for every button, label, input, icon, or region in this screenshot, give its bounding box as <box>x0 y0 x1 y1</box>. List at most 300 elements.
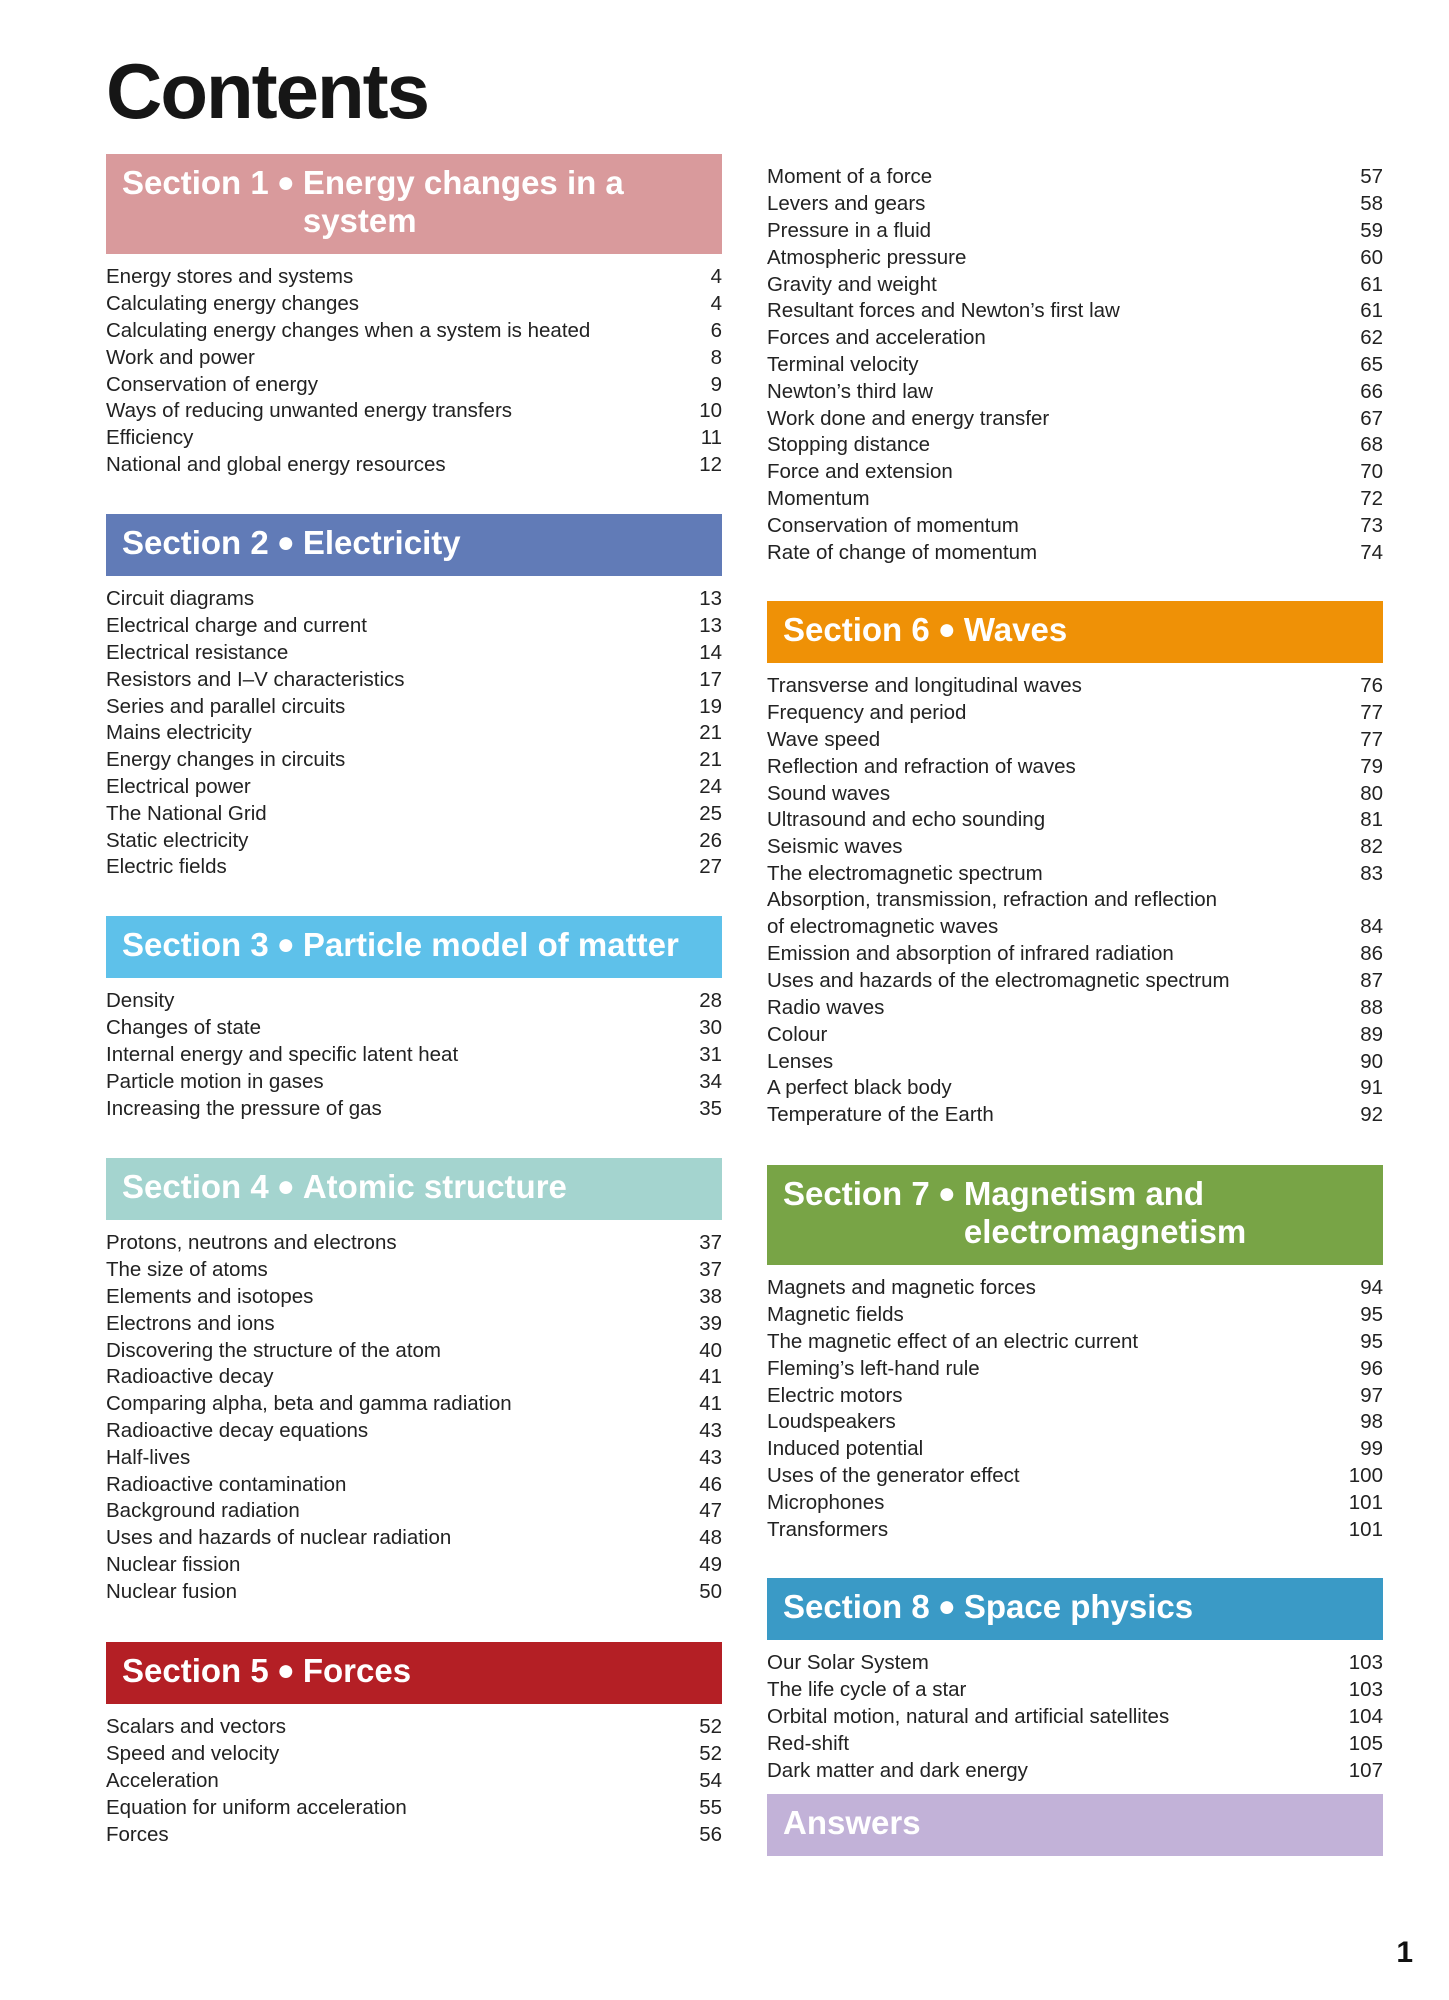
toc-entry[interactable] <box>106 693 722 720</box>
entry-page: 101 <box>1348 1490 1383 1514</box>
section-label: Section 3 <box>122 926 269 963</box>
toc-entry[interactable] <box>767 753 1383 780</box>
entry-page: 72 <box>1360 486 1383 510</box>
entry-page: 4 <box>710 292 722 316</box>
entry-page: 94 <box>1360 1276 1383 1300</box>
entry-page: 54 <box>699 1768 722 1792</box>
toc-entry[interactable] <box>767 941 1383 968</box>
section-label: Section 5 <box>122 1652 269 1689</box>
entry-title: Uses and hazards of nuclear radiation <box>106 1526 452 1550</box>
bullet-icon: ● <box>276 526 295 559</box>
entry-title: Calculating energy changes when a system is heated <box>106 318 591 342</box>
toc-entry[interactable] <box>767 1302 1383 1329</box>
entry-page: 68 <box>1360 433 1383 457</box>
section-name: Electricity <box>302 524 461 561</box>
entry-title: Electrical resistance <box>106 640 289 664</box>
entry-title: Radioactive contamination <box>106 1472 347 1496</box>
entry-page: 76 <box>1360 674 1383 698</box>
toc-entry[interactable] <box>106 1471 722 1498</box>
toc-entry[interactable] <box>767 968 1383 995</box>
bullet-icon: ● <box>937 1590 956 1623</box>
toc-entry[interactable] <box>767 271 1383 298</box>
entry-title: Forces <box>106 1822 169 1846</box>
toc-entry[interactable] <box>106 747 722 774</box>
toc-entry[interactable] <box>106 1364 722 1391</box>
answers-label: Answers <box>783 1804 921 1841</box>
entry-title: Conservation of energy <box>106 372 318 396</box>
entry-title: Electrical power <box>106 774 251 798</box>
toc-entry[interactable] <box>106 1257 722 1284</box>
section-name: Waves <box>963 611 1068 648</box>
entry-page: 48 <box>699 1526 722 1550</box>
section-5-entries-continued <box>767 164 1383 566</box>
toc-entry[interactable] <box>106 827 722 854</box>
toc-entry[interactable] <box>106 800 722 827</box>
section-name: Atomic structure <box>302 1168 567 1205</box>
toc-entry[interactable] <box>767 673 1383 700</box>
entry-page: 61 <box>1360 272 1383 296</box>
entry-title: Speed and velocity <box>106 1742 280 1766</box>
entry-title: Radioactive decay equations <box>106 1418 369 1442</box>
toc-entry[interactable] <box>106 720 722 747</box>
entry-page: 99 <box>1360 1437 1383 1461</box>
entry-page: 92 <box>1360 1103 1383 1127</box>
entry-page: 39 <box>699 1311 722 1335</box>
section-8-entries <box>767 1650 1383 1784</box>
toc-entry[interactable] <box>767 378 1383 405</box>
entry-page: 50 <box>699 1579 722 1603</box>
section-name: Forces <box>302 1652 412 1689</box>
entry-title: Nuclear fusion <box>106 1579 238 1603</box>
section-7-header[interactable] <box>767 1165 1383 1265</box>
toc-entry[interactable] <box>106 1741 722 1768</box>
entry-page: 82 <box>1360 835 1383 859</box>
section-1-header[interactable] <box>106 154 722 254</box>
entry-title: Static electricity <box>106 828 249 852</box>
entry-title: Acceleration <box>106 1768 219 1792</box>
entry-page: 10 <box>699 399 722 423</box>
entry-page: 65 <box>1360 352 1383 376</box>
toc-entry[interactable] <box>106 1578 722 1605</box>
entry-page: 77 <box>1360 701 1383 725</box>
toc-entry[interactable] <box>767 1382 1383 1409</box>
entry-page: 95 <box>1360 1329 1383 1353</box>
toc-entry[interactable] <box>767 512 1383 539</box>
toc-entry[interactable] <box>106 1230 722 1257</box>
toc-entry[interactable] <box>767 834 1383 861</box>
entry-page: 98 <box>1360 1410 1383 1434</box>
section-4-entries <box>106 1230 722 1605</box>
toc-entry[interactable] <box>106 854 722 881</box>
section-2-header[interactable] <box>106 514 722 576</box>
entry-page: 28 <box>699 989 722 1013</box>
section-5-header[interactable] <box>106 1642 722 1704</box>
toc-entry[interactable] <box>106 1821 722 1848</box>
section-5-entries <box>106 1714 722 1848</box>
toc-entry[interactable] <box>767 218 1383 245</box>
entry-title: Calculating energy changes <box>106 292 359 316</box>
toc-entry[interactable] <box>106 1714 722 1741</box>
entry-page: 31 <box>699 1042 722 1066</box>
entry-title: Microphones <box>767 1490 885 1514</box>
entry-title: Nuclear fission <box>106 1552 241 1576</box>
toc-entry[interactable] <box>767 352 1383 379</box>
entry-title: Red-shift <box>767 1731 850 1755</box>
entry-page: 60 <box>1360 245 1383 269</box>
section-8-header[interactable] <box>767 1578 1383 1640</box>
entry-title: Absorption, transmission, refraction and reflection of electromagnetic waves <box>767 888 1218 939</box>
entry-title: Changes of state <box>106 1016 261 1040</box>
entry-page: 49 <box>699 1552 722 1576</box>
toc-entry[interactable] <box>106 1068 722 1095</box>
entry-page: 26 <box>699 828 722 852</box>
section-name: Energy changes in a system <box>302 164 624 239</box>
entry-page: 59 <box>1360 218 1383 242</box>
toc-entry[interactable] <box>106 1525 722 1552</box>
entry-page: 103 <box>1348 1678 1383 1702</box>
entry-page: 19 <box>699 694 722 718</box>
entry-title: Mains electricity <box>106 721 252 745</box>
entry-title: Energy changes in circuits <box>106 748 346 772</box>
entry-page: 34 <box>699 1069 722 1093</box>
toc-entry[interactable] <box>106 1444 722 1471</box>
entry-title: Atmospheric pressure <box>767 245 967 269</box>
entry-page: 47 <box>699 1499 722 1523</box>
section-2-entries <box>106 586 722 881</box>
toc-entry[interactable] <box>767 1704 1383 1731</box>
toc-entry[interactable] <box>106 586 722 613</box>
section-label: Section 6 <box>783 611 930 648</box>
toc-entry[interactable] <box>767 1075 1383 1102</box>
entry-page: 25 <box>699 801 722 825</box>
bullet-icon: ● <box>276 1170 295 1203</box>
toc-entry[interactable] <box>106 264 722 291</box>
entry-title: Moment of a force <box>767 165 933 189</box>
toc-entry[interactable] <box>767 1516 1383 1543</box>
toc-entry[interactable] <box>767 1275 1383 1302</box>
entry-title: Half-lives <box>106 1445 191 1469</box>
toc-entry[interactable] <box>106 640 722 667</box>
entry-title: Wave speed <box>767 727 881 751</box>
toc-entry[interactable] <box>106 1768 722 1795</box>
entry-title: Uses of the generator effect <box>767 1463 1020 1487</box>
section-label: Section 4 <box>122 1168 269 1205</box>
section-4-header[interactable] <box>106 1158 722 1220</box>
entry-page: 91 <box>1360 1076 1383 1100</box>
entry-title: Efficiency <box>106 426 194 450</box>
section-3-header[interactable] <box>106 916 722 978</box>
entry-page: 43 <box>699 1445 722 1469</box>
entry-page: 84 <box>1360 915 1383 939</box>
section-6-header[interactable] <box>767 601 1383 663</box>
entry-page: 21 <box>699 721 722 745</box>
toc-entry[interactable] <box>767 995 1383 1022</box>
bullet-icon: ● <box>276 1654 295 1687</box>
toc-entry[interactable] <box>106 1498 722 1525</box>
entry-page: 57 <box>1360 165 1383 189</box>
entry-page: 107 <box>1348 1758 1383 1782</box>
entry-page: 95 <box>1360 1303 1383 1327</box>
toc-entry[interactable] <box>767 1489 1383 1516</box>
toc-entry[interactable] <box>767 298 1383 325</box>
answers-header[interactable] <box>767 1794 1383 1856</box>
toc-entry[interactable] <box>767 164 1383 191</box>
toc-entry[interactable] <box>106 774 722 801</box>
entry-page: 66 <box>1360 379 1383 403</box>
toc-entry[interactable] <box>106 398 722 425</box>
entry-page: 81 <box>1360 808 1383 832</box>
entry-title: Frequency and period <box>767 701 967 725</box>
toc-entry[interactable] <box>106 1418 722 1445</box>
entry-title: Electric fields <box>106 855 227 879</box>
toc-entry[interactable] <box>767 887 1383 941</box>
entry-page: 103 <box>1348 1651 1383 1675</box>
toc-entry[interactable] <box>767 325 1383 352</box>
entry-title: Scalars and vectors <box>106 1715 287 1739</box>
entry-page: 70 <box>1360 460 1383 484</box>
entry-title: Particle motion in gases <box>106 1069 324 1093</box>
toc-entry[interactable] <box>106 452 722 479</box>
entry-title: Forces and acceleration <box>767 326 986 350</box>
toc-entry[interactable] <box>767 405 1383 432</box>
toc-entry[interactable] <box>106 1042 722 1069</box>
entry-page: 21 <box>699 748 722 772</box>
entry-title: Electrical charge and current <box>106 614 367 638</box>
entry-page: 12 <box>699 452 722 476</box>
entry-page: 6 <box>710 318 722 342</box>
entry-title: Transverse and longitudinal waves <box>767 674 1082 698</box>
entry-title: Colour <box>767 1022 828 1046</box>
toc-entry[interactable] <box>767 1409 1383 1436</box>
entry-title: Series and parallel circuits <box>106 694 346 718</box>
entry-page: 73 <box>1360 513 1383 537</box>
entry-page: 105 <box>1348 1731 1383 1755</box>
toc-entry[interactable] <box>767 539 1383 566</box>
entry-title: The magnetic effect of an electric current <box>767 1329 1139 1353</box>
section-6-entries <box>767 673 1383 1129</box>
entry-title: Rate of change of momentum <box>767 540 1038 564</box>
entry-title: Temperature of the Earth <box>767 1103 994 1127</box>
toc-entry[interactable] <box>106 291 722 318</box>
entry-title: Pressure in a fluid <box>767 218 932 242</box>
entry-page: 41 <box>699 1392 722 1416</box>
entry-title: Electrons and ions <box>106 1311 275 1335</box>
toc-entry[interactable] <box>106 1310 722 1337</box>
toc-entry[interactable] <box>767 1048 1383 1075</box>
toc-entry[interactable] <box>106 1284 722 1311</box>
entry-page: 4 <box>710 265 722 289</box>
entry-title: Elements and isotopes <box>106 1284 314 1308</box>
entry-title: Our Solar System <box>767 1651 929 1675</box>
entry-page: 88 <box>1360 995 1383 1019</box>
entry-page: 62 <box>1360 326 1383 350</box>
section-label: Section 1 <box>122 164 269 201</box>
entry-page: 83 <box>1360 861 1383 885</box>
entry-title: Fleming’s left-hand rule <box>767 1356 980 1380</box>
entry-title: Transformers <box>767 1517 889 1541</box>
entry-page: 104 <box>1348 1704 1383 1728</box>
entry-page: 17 <box>699 667 722 691</box>
section-3-entries <box>106 988 722 1122</box>
entry-title: Momentum <box>767 486 870 510</box>
entry-page: 80 <box>1360 781 1383 805</box>
entry-title: Work done and energy transfer <box>767 406 1050 430</box>
toc-entry[interactable] <box>767 861 1383 888</box>
section-label: Section 2 <box>122 524 269 561</box>
entry-title: Increasing the pressure of gas <box>106 1096 382 1120</box>
toc-entry[interactable] <box>767 459 1383 486</box>
entry-title: Electric motors <box>767 1383 903 1407</box>
entry-title: Reflection and refraction of waves <box>767 754 1076 778</box>
toc-entry[interactable] <box>767 1355 1383 1382</box>
toc-entry[interactable] <box>767 486 1383 513</box>
entry-page: 52 <box>699 1715 722 1739</box>
entry-page: 41 <box>699 1365 722 1389</box>
section-name: Space physics <box>963 1588 1194 1625</box>
entry-title: Loudspeakers <box>767 1410 896 1434</box>
toc-entry[interactable] <box>767 191 1383 218</box>
section-label: Section 8 <box>783 1588 930 1625</box>
entry-page: 86 <box>1360 942 1383 966</box>
entry-page: 11 <box>700 426 722 450</box>
toc-entry[interactable] <box>106 1337 722 1364</box>
entry-title: The National Grid <box>106 801 267 825</box>
entry-page: 37 <box>699 1231 722 1255</box>
toc-entry[interactable] <box>767 432 1383 459</box>
toc-entry[interactable] <box>106 344 722 371</box>
entry-title: Seismic waves <box>767 835 903 859</box>
entry-page: 58 <box>1360 192 1383 216</box>
bullet-icon: ● <box>276 928 295 961</box>
entry-page: 61 <box>1360 299 1383 323</box>
toc-entry[interactable] <box>106 371 722 398</box>
bullet-icon: ● <box>276 166 295 199</box>
toc-entry[interactable] <box>767 1436 1383 1463</box>
entry-title: Circuit diagrams <box>106 587 255 611</box>
toc-entry[interactable] <box>767 1730 1383 1757</box>
entry-title: Internal energy and specific latent heat <box>106 1042 459 1066</box>
entry-title: Radioactive decay <box>106 1365 274 1389</box>
bullet-icon: ● <box>937 1177 956 1210</box>
entry-title: Discovering the structure of the atom <box>106 1338 441 1362</box>
entry-title: Work and power <box>106 345 255 369</box>
entry-page: 37 <box>699 1258 722 1282</box>
toc-entry[interactable] <box>767 727 1383 754</box>
entry-page: 67 <box>1360 406 1383 430</box>
toc-entry[interactable] <box>106 1794 722 1821</box>
entry-title: A perfect black body <box>767 1076 952 1100</box>
toc-entry[interactable] <box>106 318 722 345</box>
entry-title: The life cycle of a star <box>767 1678 967 1702</box>
section-label: Section 7 <box>783 1175 930 1212</box>
toc-entry[interactable] <box>767 244 1383 271</box>
toc-entry[interactable] <box>106 613 722 640</box>
entry-page: 13 <box>699 587 722 611</box>
entry-page: 56 <box>699 1822 722 1846</box>
entry-title: Lenses <box>767 1049 834 1073</box>
entry-title: Emission and absorption of infrared radiation <box>767 942 1174 966</box>
entry-page: 13 <box>699 614 722 638</box>
entry-page: 90 <box>1360 1049 1383 1073</box>
entry-page: 43 <box>699 1418 722 1442</box>
entry-page: 77 <box>1360 727 1383 751</box>
toc-entry[interactable] <box>767 1021 1383 1048</box>
toc-entry[interactable] <box>767 1463 1383 1490</box>
entry-page: 30 <box>699 1016 722 1040</box>
toc-entry[interactable] <box>106 666 722 693</box>
entry-page: 8 <box>710 345 722 369</box>
toc-entry[interactable] <box>106 425 722 452</box>
entry-title: The size of atoms <box>106 1258 268 1282</box>
entry-title: Magnetic fields <box>767 1303 904 1327</box>
toc-entry[interactable] <box>767 1757 1383 1784</box>
entry-page: 79 <box>1360 754 1383 778</box>
toc-entry[interactable] <box>106 1095 722 1122</box>
entry-title: Energy stores and systems <box>106 265 354 289</box>
entry-page: 97 <box>1360 1383 1383 1407</box>
entry-title: Induced potential <box>767 1437 924 1461</box>
entry-page: 101 <box>1348 1517 1383 1541</box>
entry-title: Background radiation <box>106 1499 300 1523</box>
toc-entry[interactable] <box>106 1391 722 1418</box>
toc-entry[interactable] <box>767 780 1383 807</box>
toc-entry[interactable] <box>767 1329 1383 1356</box>
entry-title: National and global energy resources <box>106 452 446 476</box>
entry-title: Gravity and weight <box>767 272 937 296</box>
page-title: Contents <box>106 47 428 135</box>
entry-title: Conservation of momentum <box>767 513 1019 537</box>
entry-title: Ultrasound and echo sounding <box>767 808 1046 832</box>
toc-entry[interactable] <box>767 1677 1383 1704</box>
toc-entry[interactable] <box>106 1552 722 1579</box>
entry-page: 14 <box>699 640 722 664</box>
section-1-entries <box>106 264 722 478</box>
entry-title: Radio waves <box>767 995 885 1019</box>
entry-page: 40 <box>699 1338 722 1362</box>
entry-title: Resultant forces and Newton’s first law <box>767 299 1120 323</box>
toc-entry[interactable] <box>106 988 722 1015</box>
toc-entry[interactable] <box>767 1102 1383 1129</box>
entry-title: Density <box>106 989 175 1013</box>
entry-page: 27 <box>699 855 722 879</box>
toc-entry[interactable] <box>767 700 1383 727</box>
page-number: 1 <box>1396 1936 1413 1969</box>
entry-title: Levers and gears <box>767 192 926 216</box>
entry-title: Orbital motion, natural and artificial satellites <box>767 1704 1170 1728</box>
entry-title: Sound waves <box>767 781 891 805</box>
entry-page: 87 <box>1360 969 1383 993</box>
entry-title: Resistors and I–V characteristics <box>106 667 405 691</box>
entry-page: 9 <box>710 372 722 396</box>
toc-entry[interactable] <box>767 807 1383 834</box>
entry-page: 55 <box>699 1795 722 1819</box>
entry-page: 52 <box>699 1742 722 1766</box>
entry-page: 96 <box>1360 1356 1383 1380</box>
entry-page: 74 <box>1360 540 1383 564</box>
toc-entry[interactable] <box>106 1015 722 1042</box>
entry-title: Dark matter and dark energy <box>767 1758 1028 1782</box>
entry-title: Uses and hazards of the electromagnetic spectrum <box>767 969 1230 993</box>
entry-title: Newton’s third law <box>767 379 933 403</box>
toc-entry[interactable] <box>767 1650 1383 1677</box>
entry-page: 89 <box>1360 1022 1383 1046</box>
entry-title: Equation for uniform acceleration <box>106 1795 407 1819</box>
entry-title: The electromagnetic spectrum <box>767 861 1043 885</box>
entry-page: 38 <box>699 1284 722 1308</box>
entry-title: Magnets and magnetic forces <box>767 1276 1036 1300</box>
section-name: Particle model of matter <box>302 926 679 963</box>
section-7-entries <box>767 1275 1383 1543</box>
